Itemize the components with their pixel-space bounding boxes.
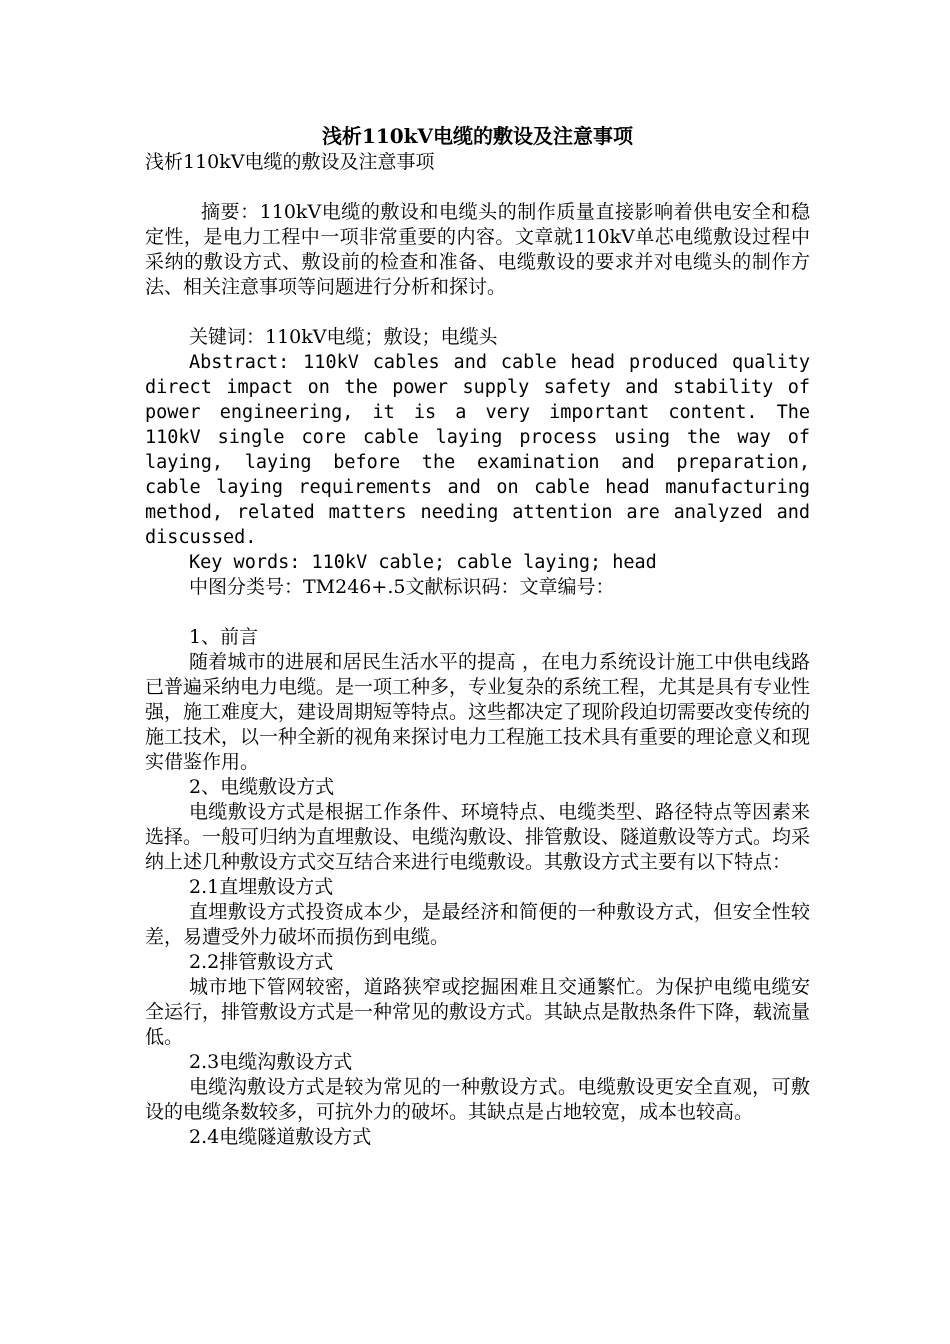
- abstract-cn: 摘要：110kV电缆的敷设和电缆头的制作质量直接影响着供电安全和稳定性，是电力工程中一项非常重要的内容。文章就110kV单芯电缆敷设过程中采纳的敷设方式、敷设前的检查和准备、电缆敷设的要求并对电缆头的制作方法、相关注意事项等问题进行分析和探讨。: [145, 201, 810, 298]
- spacer: [145, 175, 810, 200]
- subsection-heading: 2.1直埋敷设方式: [189, 876, 334, 898]
- section-paragraph: 直埋敷设方式投资成本少，是最经济和简便的一种敷设方式，但安全性较差，易遭受外力破坏而损伤到电缆。: [145, 901, 810, 948]
- keywords-en: Key words: 110kV cable; cable laying; head: [189, 552, 657, 573]
- section-paragraph: 城市地下管网较密，道路狭窄或挖掘困难且交通繁忙。为保护电缆电缆安全运行，排管敷设方式是一种常见的敷设方式。其缺点是散热条件下降，载流量低。: [145, 976, 811, 1048]
- abstract-en: Abstract: 110kV cables and cable head produced quality direct impact on the power supply safety and stability of power engineering, it is a very important content. The 110kV single core cable laying process using the way of laying, laying before the examination and preparation, cable laying requirements and on cable head manufacturing method, related matters needing attention are analyzed and discussed.: [145, 352, 810, 548]
- section-paragraph: 电缆沟敷设方式是较为常见的一种敷设方式。电缆敷设更安全直观，可敷设的电缆条数较多，可抗外力的破坏。其缺点是占地较宽，成本也较高。: [145, 1076, 810, 1123]
- section-heading: 2、电缆敷设方式: [189, 776, 335, 798]
- section-paragraph: 电缆敷设方式是根据工作条件、环境特点、电缆类型、路径特点等因素来选择。一般可归纳为直埋敷设、电缆沟敷设、排管敷设、隧道敷设等方式。均采纳上述几种敷设方式交互结合来进行电缆敷设。其敷设方式主要有以下特点：: [145, 801, 811, 873]
- keywords-cn: 关键词：110kV电缆；敷设；电缆头: [189, 326, 498, 348]
- subsection-heading: 2.4电缆隧道敷设方式: [189, 1126, 372, 1148]
- document-subtitle: 浅析110kV电缆的敷设及注意事项: [145, 151, 435, 173]
- subsection-heading: 2.2排管敷设方式: [189, 951, 334, 973]
- classification-line: 中图分类号：TM246+.5文献标识码：文章编号：: [189, 576, 615, 598]
- document-body: [145, 122, 810, 1150]
- subsection-heading: 2.3电缆沟敷设方式: [189, 1051, 353, 1073]
- section-paragraph: 随着城市的进展和居民生活水平的提高 ，在电力系统设计施工中供电线路已普遍采纳电力电缆。是一项工种多，专业复杂的系统工程，尤其是具有专业性强，施工难度大，建设周期短等特点。这些都决定了现阶段迫切需要改变传统的施工技术，以一种全新的视角来探讨电力工程施工技术具有重要的理论意义和现实借鉴作用。: [145, 651, 811, 773]
- spacer: [145, 300, 810, 325]
- document-title: 浅析110kV电缆的敷设及注意事项: [321, 124, 634, 148]
- section-heading: 1、前言: [189, 626, 259, 648]
- spacer: [145, 600, 810, 625]
